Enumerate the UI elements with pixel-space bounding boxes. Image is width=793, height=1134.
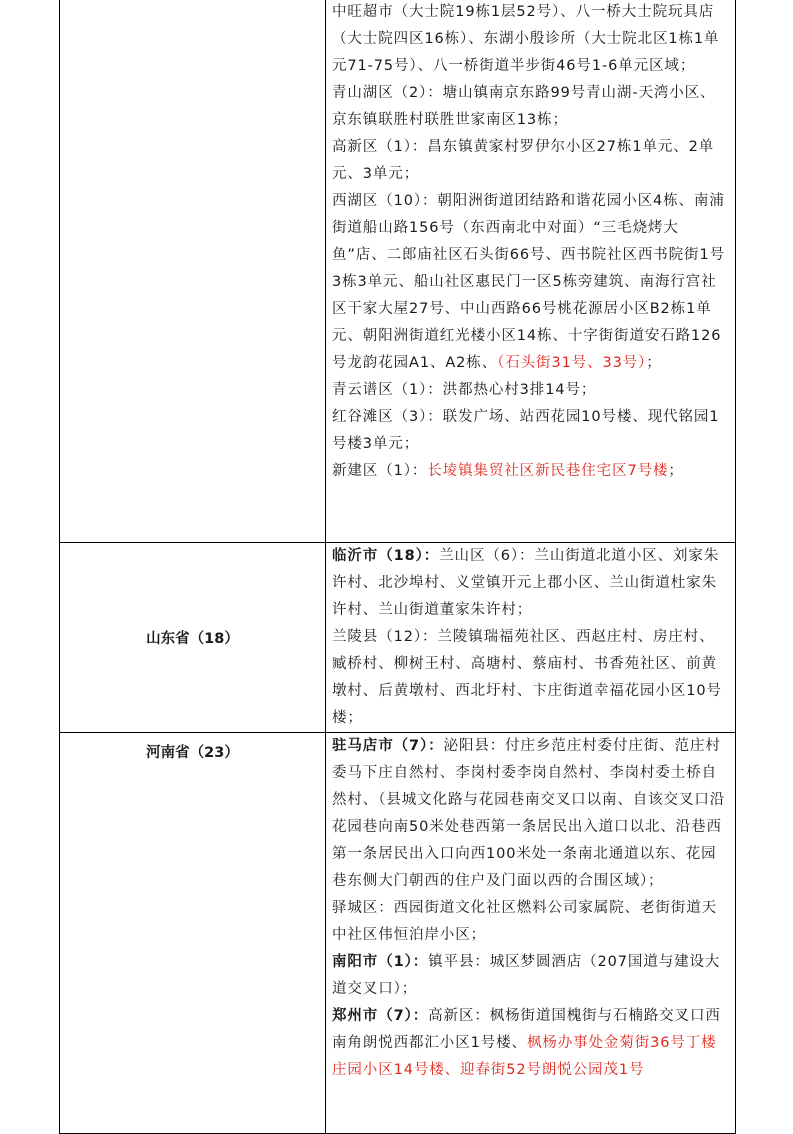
area-paragraph <box>332 404 729 458</box>
area-list-cell <box>326 543 736 733</box>
area-text: 青云谱区（1）：洪都热心村3排14号； <box>332 382 597 398</box>
area-text: 兰陵县（12）：兰陵镇瑞福苑社区、西赵庄村、房庄村、臧桥村、柳树王村、高塘村、蔡庙村、书香苑社区、前黄墩村、后黄墩村、西北圩村、卞庄街道幸福花园小区10号楼； <box>332 629 722 726</box>
highlighted-area-text: （石头街31号、33号） <box>497 355 647 371</box>
highlighted-area-text: 枫杨办事处金菊街36号丁楼庄园小区14号楼、迎春街52号朗悦公园茂1号 <box>332 1035 717 1078</box>
area-text: 红谷滩区（3）：联发广场、站西花园10号楼、现代铭园1号楼3单元； <box>332 409 720 452</box>
table-row <box>60 543 736 733</box>
area-text: 兰山区（6）：兰山街道北道小区、刘家朱许村、北沙埠村、义堂镇开元上郡小区、兰山街道杜家朱许村、兰山街道董家朱许村； <box>332 548 720 618</box>
city-heading: 郑州市（7）： <box>332 1008 429 1024</box>
area-paragraph <box>332 895 729 949</box>
area-text: 高新区：枫杨街道国槐街与石楠路交叉口西南角朗悦西都汇小区1号楼、 <box>332 1008 721 1051</box>
area-text: ； <box>646 355 662 371</box>
area-paragraph <box>332 543 729 624</box>
highlighted-area-text: 长堎镇集贸社区新民巷住宅区7号楼 <box>427 463 669 479</box>
area-paragraph <box>332 80 729 134</box>
province-cell <box>60 543 326 733</box>
city-heading: 南阳市（1）： <box>332 954 429 970</box>
area-paragraph <box>332 188 729 377</box>
area-text: 高新区（1）：昌东镇黄家村罗伊尔小区27栋1单元、2单元、3单元； <box>332 139 715 182</box>
area-list-cell <box>326 733 736 1134</box>
area-paragraph <box>332 624 729 732</box>
area-list-cell <box>326 0 736 543</box>
area-text: 新建区（1）： <box>332 463 428 479</box>
area-paragraph <box>332 377 729 404</box>
area-paragraph <box>332 949 729 1003</box>
area-paragraph <box>332 733 729 895</box>
province-name: 山东省（18） <box>146 631 239 647</box>
area-paragraph <box>332 1003 729 1084</box>
area-paragraph <box>332 0 729 80</box>
area-text: 中旺超市（大士院19栋1层52号）、八一桥大士院玩具店（大士院四区16栋）、东湖小殷诊所（大士院北区1栋1单元71-75号）、八一桥街道半步街46号1-6单元区域； <box>332 4 720 74</box>
area-paragraph <box>332 458 729 485</box>
risk-area-table <box>59 0 736 1134</box>
area-paragraph <box>332 134 729 188</box>
table-row <box>60 0 736 543</box>
city-heading: 驻马店市（7）： <box>332 738 444 754</box>
province-cell <box>60 733 326 1134</box>
area-text: ； <box>668 463 684 479</box>
area-text: 泌阳县：付庄乡范庄村委付庄街、范庄村委马下庄自然村、李岗村委李岗自然村、李岗村委土桥自然村、（县城文化路与花园巷南交叉口以南、自该交叉口沿花园巷向南50米处巷西第一条居民出入道口以北、沿巷西第一条居民出入口向西100米处一条南北通道以东、花园巷东侧大门朝西的住户及门面以西的合围区域）； <box>332 738 726 889</box>
area-text: 西湖区（10）：朝阳洲街道团结路和谐花园小区4栋、南浦街道船山路156号（东西南北中对面）“三毛烧烤大鱼”店、二郎庙社区石头街66号、西书院社区西书院街1号3栋3单元、船山社区惠民门一区5栋旁建筑、南海行宫社区干家大屋27号、中山西路66号桃花源居小区B2栋1单元、朝阳洲街道红光楼小区14栋、十字街街道安石路126号龙韵花园A1、A2栋、 <box>332 193 725 371</box>
province-cell <box>60 0 326 543</box>
area-text: 青山湖区（2）：塘山镇南京东路99号青山湖-天湾小区、京东镇联胜村联胜世家南区13栋； <box>332 85 716 128</box>
city-heading: 临沂市（18）： <box>332 548 440 564</box>
province-name: 河南省（23） <box>146 745 239 761</box>
table-row <box>60 733 736 1134</box>
area-text: 驿城区：西园街道文化社区燃料公司家属院、老街街道天中社区伟恒泊岸小区； <box>332 900 717 943</box>
area-text: 镇平县：城区梦圆酒店（207国道与建设大道交叉口）； <box>332 954 721 997</box>
